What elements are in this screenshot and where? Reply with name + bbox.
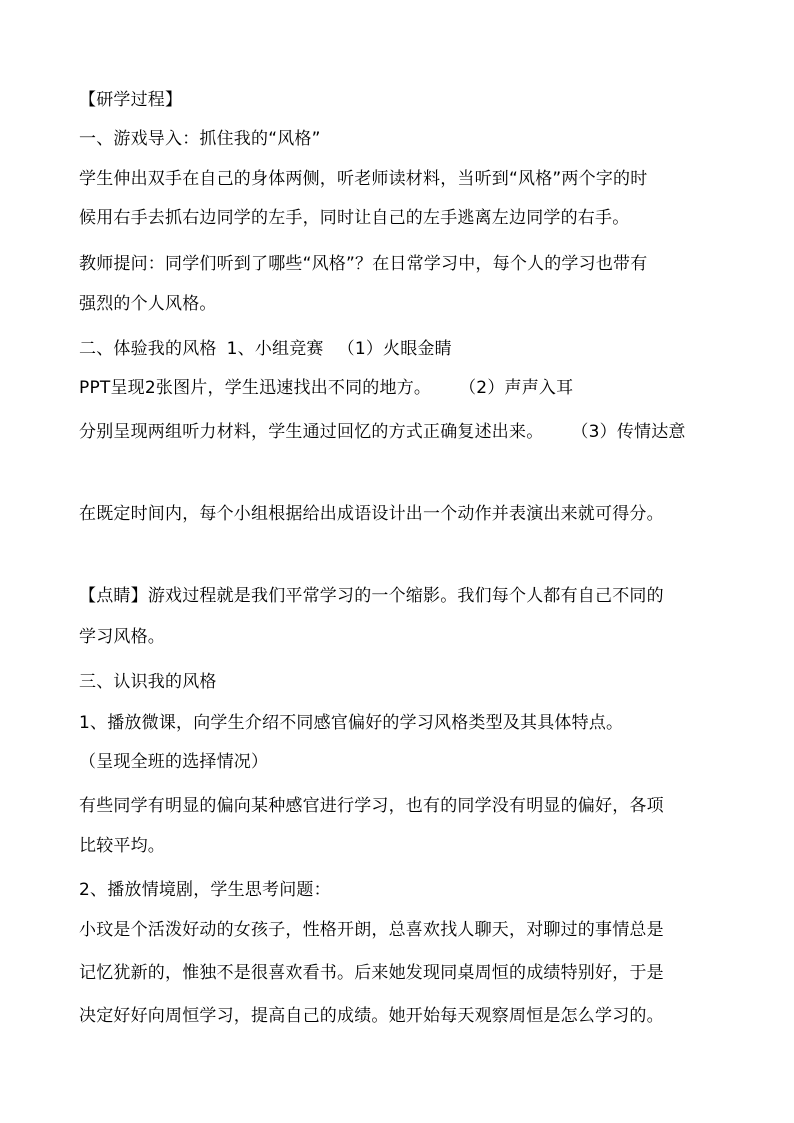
story-line2: 记忆犹新的，惟独不是很喜欢看书。后来她发现同桌周恒的成绩特别好，于是 [79,963,664,983]
point-line2: 学习风格。 [79,627,165,647]
point-text1: 游戏过程就是我们平常学习的一个缩影。我们每个人都有自己不同的 [147,586,664,606]
item1-label: （1）火眼金睛 [337,339,452,359]
section3-para1-line1: 有些同学有明显的偏向某种感官进行学习，也有的同学没有明显的偏好，各项 [79,796,664,816]
point-label: 【点睛】 [79,586,148,606]
item2-label: （2）声声入耳 [459,378,574,398]
section3-para1-line2: 比较平均。 [79,836,165,856]
heading: 【研学过程】 [79,90,183,110]
item1-line [79,376,729,400]
point-line1 [79,584,729,608]
item1-text: PPT呈现2张图片，学生迅速找出不同的地方。 [79,378,432,398]
item3-label: （3）传情达意 [571,422,686,442]
section1-para1-line2: 候用右手去抓右边同学的左手，同时让自己的左手逃离左边同学的右手。 [79,208,630,228]
section1-title: 一、游戏导入：抓住我的“风格” [79,129,321,149]
section2-sub1: 1、小组竞赛 [226,339,324,359]
section1-para2-line2: 强烈的个人风格。 [79,294,217,314]
story-line1: 小玟是个活泼好动的女孩子，性格开朗，总喜欢找人聊天，对聊过的事情总是 [79,920,664,940]
section2-title: 二、体验我的风格 [79,339,217,359]
section1-para1-line1: 学生伸出双手在自己的身体两侧，听老师读材料，当听到“风格”两个字的时 [79,169,648,189]
section3-item2: 2、播放情境剧，学生思考问题： [79,880,331,900]
item2-line [79,420,729,444]
section3-item1: 1、播放微课，向学生介绍不同感官偏好的学习风格类型及其具体特点。 [79,713,624,733]
item3-text: 在既定时间内，每个小组根据给出成语设计出一个动作并表演出来就可得分。 [79,504,664,524]
section1-para2-line1: 教师提问：同学们听到了哪些“风格”？在日常学习中，每个人的学习也带有 [79,254,648,274]
item2-text: 分别呈现两组听力材料，学生通过回忆的方式正确复述出来。 [79,422,544,442]
story-line3: 决定好好向周恒学习，提高自己的成绩。她开始每天观察周恒是怎么学习的。 [79,1006,664,1026]
section3-title: 三、认识我的风格 [79,672,217,692]
section3-note: （呈现全班的选择情况） [79,752,269,772]
section2-title-line [79,337,729,361]
